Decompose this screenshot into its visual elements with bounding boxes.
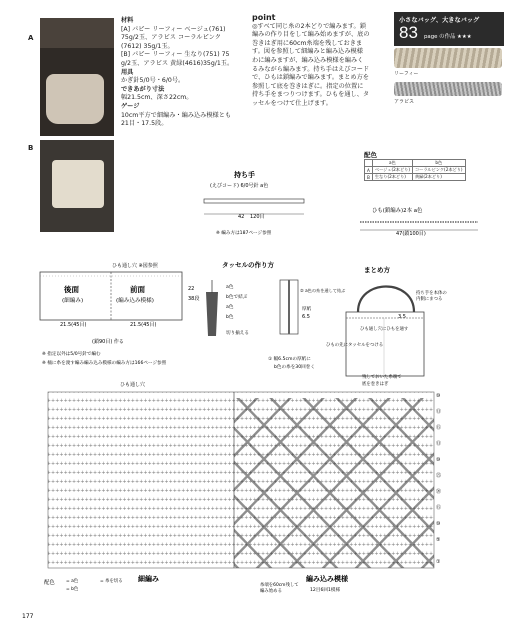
row-number: ⑩ (436, 393, 441, 399)
point-line: ◎すべて同じ糸の2本どりで編みます。鎖 (252, 22, 366, 30)
gauge-line: 21目・17.5段。 (121, 120, 168, 128)
color-table-cell: A (365, 167, 373, 174)
finish-dim: 3.5 (398, 314, 406, 320)
front-sub: (編み込み模様) (116, 298, 154, 304)
point-line: 持ち手をまつりつけます。ひもを通し、タ (252, 91, 370, 99)
string-dim: 47(鎖100目) (396, 231, 426, 237)
tassel-step-note: b色の糸を30回巻く (274, 365, 315, 370)
size-text: 幅21.5cm、深さ22cm。 (121, 94, 193, 102)
materials-title: 材料 (121, 17, 134, 24)
series-page-number: 83 (399, 23, 418, 42)
color-table-title: 配色 (364, 151, 377, 159)
handle-dim-stitches: 120目 (250, 214, 265, 220)
color-table-header: b色 (412, 160, 465, 167)
materials-line: [A] パピー リーフィー ベージュ(761) (121, 25, 226, 33)
point-line: ッセルをつけて仕上げます。 (252, 99, 332, 107)
row-number: ㉕ (436, 473, 442, 479)
back-label: 後面 (64, 285, 79, 294)
color-table-cell: B (365, 174, 373, 181)
start-note: 糸端を60cm残して (260, 583, 299, 588)
point-line: す。図を参照して細編みと編み込み模様 (252, 48, 363, 56)
gauge-title: ゲージ (121, 102, 140, 110)
row-number: ⑩ (436, 457, 441, 463)
yarn-label-a: リーフィー (394, 71, 419, 77)
body-rows: 38段 (188, 296, 200, 302)
page-number: 177 (22, 613, 34, 620)
point-line: で、ひもは鎖編みで編みます。まとめ方を (252, 74, 369, 82)
width-back: 21.5(45目) (60, 322, 87, 328)
start-note: 編み始める (260, 589, 282, 594)
photo-b-label: B (28, 144, 34, 152)
repeat-note: 12目6回1模様 (310, 588, 341, 593)
tassel-card: 厚紙 (302, 307, 312, 312)
handle-dim-length: 42 (238, 214, 245, 220)
arrow-note: = 糸を切る (100, 579, 123, 584)
color-table-header: a色 (372, 160, 412, 167)
tassel-step-note: ② a色の糸を通して結ぶ (300, 288, 346, 293)
finish-note: 残しておいた糸端で (362, 375, 402, 380)
color-table-cell: コーラルピンク(2本どり) (412, 167, 465, 174)
handle-cord (204, 199, 304, 203)
finish-title: まとめ方 (364, 266, 390, 274)
point-title: point (252, 13, 276, 22)
point-line: るみながら編みます。持ち手はえびコード (252, 65, 370, 73)
row-number: ⑮ (436, 425, 442, 431)
section-sc: 細編み (138, 575, 159, 583)
tassel-a1: a色 (226, 285, 234, 290)
body-height: 22 (188, 286, 195, 292)
row-number: ⑬ (436, 409, 442, 415)
series-title: 小さなバッグ、大きなバッグ (399, 17, 480, 24)
point-line: 編みの作り目をして編み始めますが、底の (252, 31, 370, 39)
color-table-cell: ベージュ(2本どり) (372, 167, 412, 174)
row-number: ⑤ (436, 537, 441, 543)
loop-label: ひも通し穴 ※図参照 (112, 263, 158, 269)
tassel-b2: b色 (226, 315, 234, 320)
materials-line: [B] パピー リーフィー 生なり(751) 75 (121, 51, 230, 59)
note-pattern: ※ 桶に糸を渡す編み編み込み模様の編み方は166ページ参照 (42, 361, 167, 366)
gauge-line: 10cm平方で細編み・編み込み模様とも (121, 111, 232, 119)
handle-note: ※ 編み方は187ページ参照 (216, 231, 272, 236)
tassel-b-tie: b色で結ぶ (226, 295, 248, 300)
row-number: ① (436, 559, 441, 565)
crochet-chart (48, 392, 434, 568)
point-line: 参照して底を巻きはぎに。指定の位置に (252, 82, 364, 90)
tassel-title: タッセルの作り方 (222, 261, 274, 269)
series-page-label: page の作品 ★★★ (424, 34, 472, 40)
color-table-cell: 黄緑(2本どり) (412, 174, 465, 181)
legend-title: 配色 (44, 580, 55, 586)
chart-loop-label: ひも通し穴 (120, 382, 146, 388)
yarn-label-b: アラビス (394, 99, 415, 105)
tassel-step-note: ① 幅6.5cmの厚紙に (268, 357, 311, 362)
finish-note: 内側にまつる (416, 297, 443, 302)
string-title: ひも(鎖編み)2本 a色 (372, 208, 423, 214)
finish-note: 持ち手を本体の (416, 291, 447, 296)
color-table-cell: 生なり(2本どり) (372, 174, 412, 181)
tassel-dim: 6.5 (302, 314, 310, 320)
back-sub: (細編み) (62, 298, 84, 304)
note-needle: ※ 指定以外は5/0号針で編む (42, 352, 101, 357)
row-number: ⑮ (436, 505, 442, 511)
photo-a-label: A (28, 34, 34, 42)
materials-line: g/2玉、アラビス 黄緑(4616)35g/1玉。 (121, 59, 234, 67)
section-pattern: 編み込み模様 (306, 575, 348, 583)
width-front: 21.5(45目) (130, 322, 157, 328)
tool-title: 用具 (121, 68, 134, 76)
size-title: できあがり寸法 (121, 85, 165, 93)
finish-note: ひも通し穴にひもを通す (360, 327, 409, 332)
handle-sub: (えびコード) 6/0号針 a色 (210, 183, 269, 189)
point-line: 巻きはぎ用に60cm糸端を残しておきま (252, 39, 363, 47)
chain-note: (鎖90目) 作る (92, 339, 124, 345)
point-line: わに編みますが、編み込み模様を編みく (252, 56, 364, 64)
finish-note: 底を巻きはぎ (362, 382, 389, 387)
materials-line: 75g/2玉、アラビス コーラルピンク (121, 34, 221, 42)
tassel-a2: a色 (226, 305, 234, 310)
front-label: 前面 (130, 285, 145, 294)
materials-line: (7612) 35g/1玉。 (121, 42, 174, 50)
legend-b: = b色 (66, 587, 79, 592)
finish-note: ひもの先にタッセルをつける (326, 343, 384, 348)
legend-a: = a色 (66, 579, 79, 584)
tool-text: かぎ針5/0号・6/0号。 (121, 77, 185, 85)
tassel-illustration (206, 280, 298, 336)
row-number: ⑳ (436, 489, 442, 495)
handle-title: 持ち手 (234, 171, 255, 179)
tassel-trim: 切り揃える (226, 331, 249, 336)
row-number: ⑬ (436, 441, 442, 447)
row-number: ⑩ (436, 521, 441, 527)
